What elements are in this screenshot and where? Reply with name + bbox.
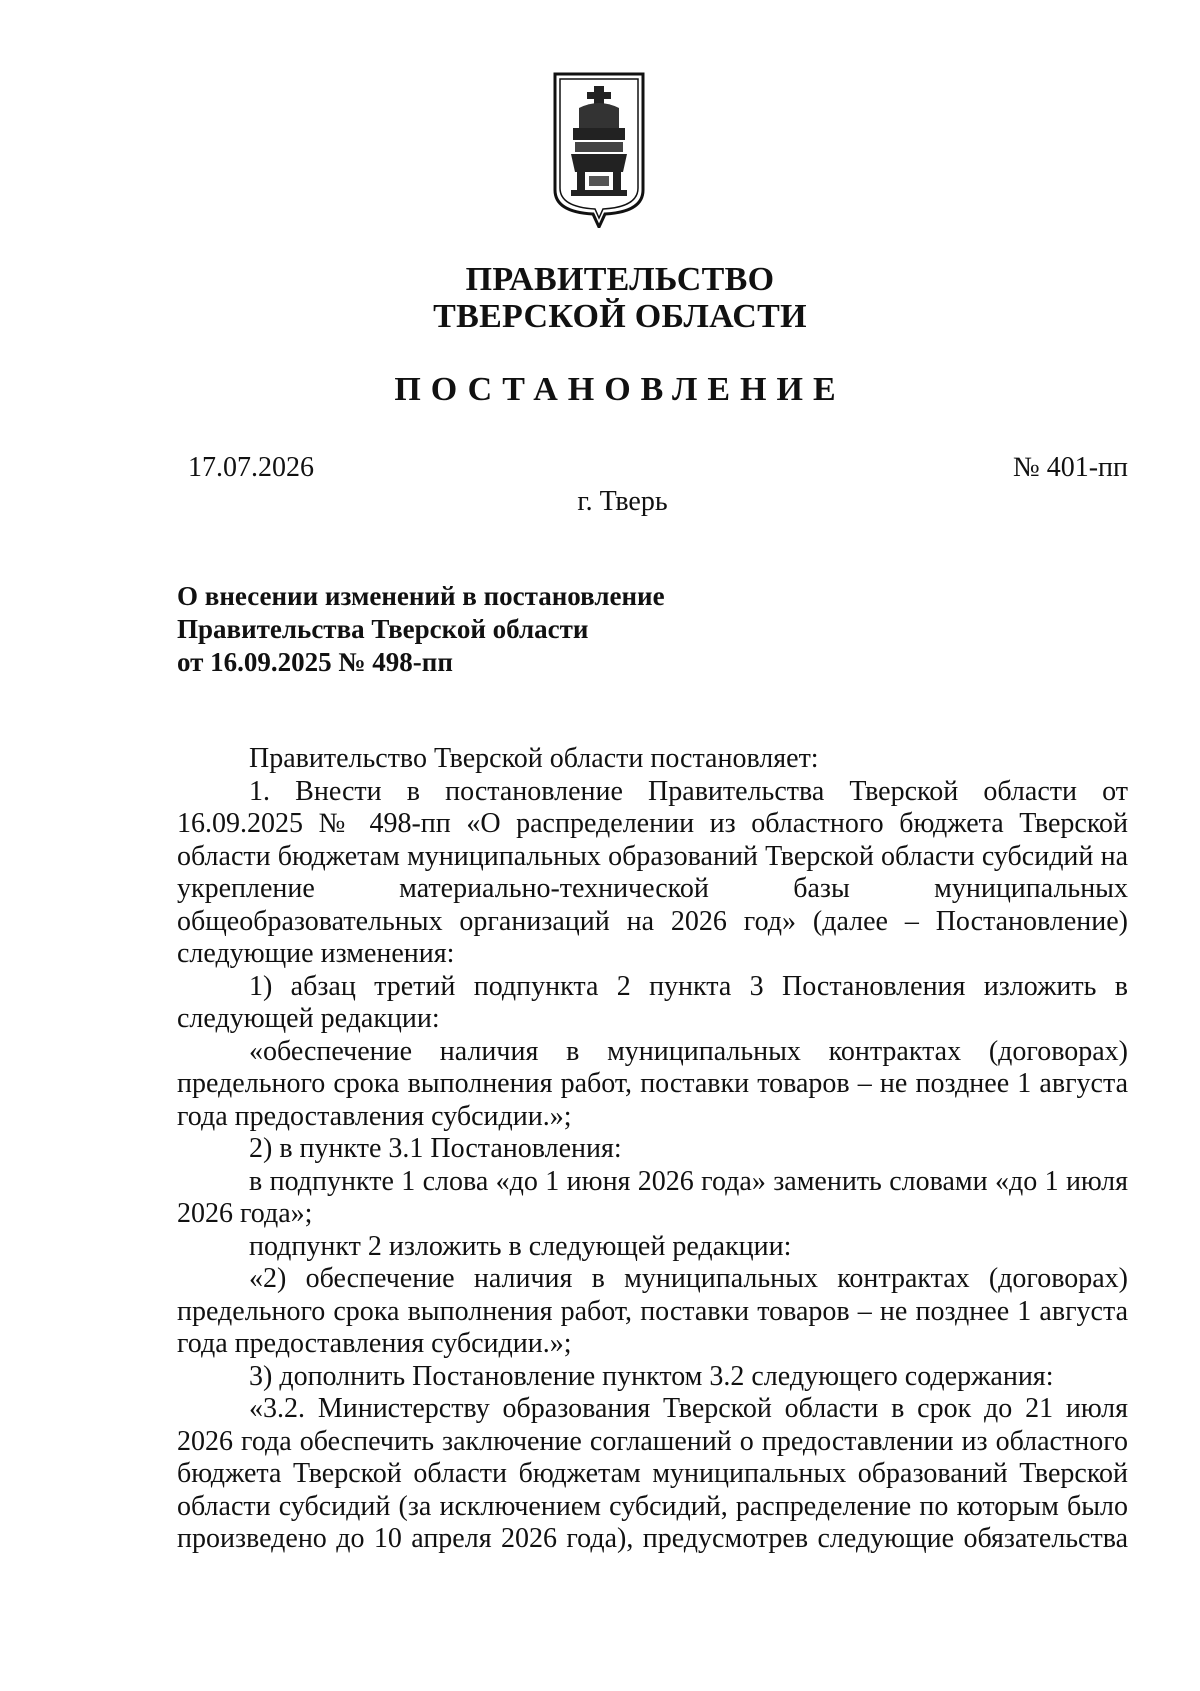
document-subject [177,580,877,679]
coat-of-arms-emblem [553,72,645,228]
body-paragraph-1: 1. Внести в постановление Правительства Тверской области от 16.09.2025 № 498-пп «О распределении из областного бюджета Тверской области бюджетам муниципальных образований Тверской области субсидий на укрепление материально-технической базы муниципальных общеобразовательных организаций на 2026 год» (далее – Постановление) следующие изменения: [177,775,1128,969]
body-intro: Правительство Тверской области постановляет: [249,743,819,774]
subject-line1: О внесении изменений в постановление [177,581,665,611]
document-city: г. Тверь [577,486,668,517]
body-paragraph-9: «3.2. Министерству образования Тверской области в срок до 21 июля 2026 года обеспечить заключение соглашений о предоставлении из областного бюджета Тверской области бюджетам муниципальных образований Тверской области субсидий (за исключением субсидий, распределение по которым было произведено до 10 апреля 2026 года), предусмотрев следующие обязательства [177,1393,1128,1554]
government-title-line1: ПРАВИТЕЛЬСТВО [465,261,775,298]
body-paragraph-2: 1) абзац третий подпункта 2 пункта 3 Постановления изложить в следующей редакции: [177,970,1128,1034]
document-date: 17.07.2026 [188,452,314,483]
document-number: № 401-пп [1012,452,1128,483]
government-title-line2: ТВЕРСКОЙ ОБЛАСТИ [433,298,807,335]
document-body [177,743,1128,1556]
body-paragraph-6: подпункт 2 изложить в следующей редакции: [249,1230,792,1262]
body-paragraph-5: в подпункте 1 слова «до 1 июня 2026 года» заменить словами «до 1 июля 2026 года»; [177,1165,1128,1229]
body-paragraph-8: 3) дополнить Постановление пунктом 3.2 следующего содержания: [249,1360,1054,1392]
body-paragraph-7: «2) обеспечение наличия в муниципальных контрактах (договорах) предельного срока выполнения работ, поставки товаров – не позднее 1 августа года предоставления субсидии.»; [177,1263,1128,1359]
subject-line2: Правительства Тверской области [177,614,589,644]
subject-line3: от 16.09.2025 № 498-пп [177,647,453,677]
document-type-heading: ПОСТАНОВЛЕНИЕ [394,371,846,408]
body-paragraph-4: 2) в пункте 3.1 Постановления: [249,1133,622,1164]
body-paragraph-3: «обеспечение наличия в муниципальных контрактах (договорах) предельного срока выполнения работ, поставки товаров – не позднее 1 августа года предоставления субсидии.»; [177,1035,1128,1132]
